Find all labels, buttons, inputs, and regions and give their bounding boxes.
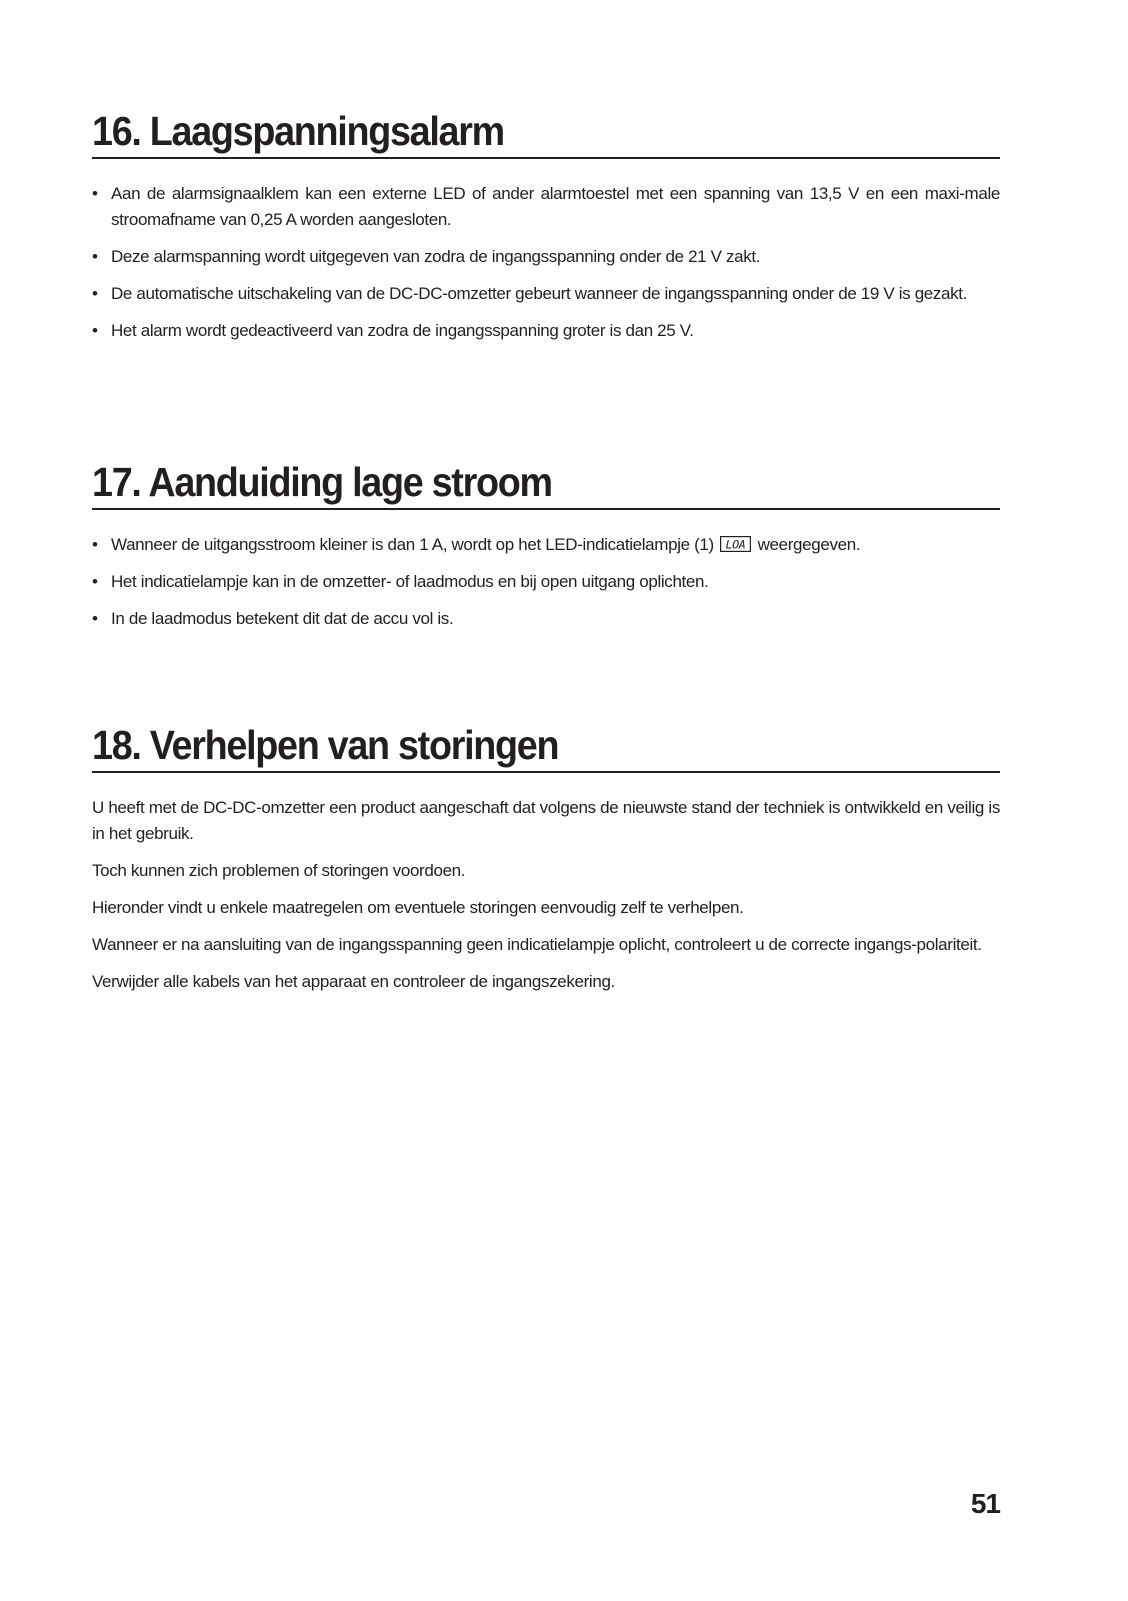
bullet-icon: • [92,247,98,266]
list-item [92,318,1000,344]
list-item-text: Wanneer de uitgangsstroom kleiner is dan 1 A, wordt op het LED-indicatielampje (1) [111,535,714,554]
section-17 [92,459,1000,643]
paragraph: Toch kunnen zich problemen of storingen voordoen. [92,861,466,880]
paragraph: U heeft met de DC-DC-omzetter een product aangeschaft dat volgens de nieuwste stand der techniek is ontwikkeld en veilig is in het gebruik. [92,798,1000,843]
paragraph: Hieronder vindt u enkele maatregelen om eventuele storingen eenvoudig zelf te verhelpen. [92,898,744,917]
section-title: 16. Laagspanningsalarm [92,108,1000,159]
list-item [92,532,1000,558]
bullet-icon: • [92,609,98,628]
section-title: 17. Aanduiding lage stroom [92,459,1000,510]
list-item-text: Aan de alarmsignaalklem kan een externe LED of ander alarmtoestel met een spanning van 13,5 V en een maxi-male stroomafname van 0,25 A worden aangesloten. [111,184,1000,229]
paragraph: Verwijder alle kabels van het apparaat en controleer de ingangszekering. [92,972,615,991]
list-item [92,181,1000,233]
bullet-list [92,181,1000,344]
lcd-loa-text: LOA [725,537,746,552]
list-item [92,606,1000,632]
list-item-text: Het indicatielampje kan in de omzetter- of laadmodus en bij open uitgang oplichten. [111,572,709,591]
list-item-text: Deze alarmspanning wordt uitgegeven van zodra de ingangsspanning onder de 21 V zakt. [111,247,761,266]
list-item-text: De automatische uitschakeling van de DC-DC-omzetter gebeurt wanneer de ingangsspanning onder de 19 V is gezakt. [111,284,968,303]
bullet-icon: • [92,321,98,340]
section-16 [92,108,1000,355]
bullet-icon: • [92,284,98,303]
list-item-text: In de laadmodus betekent dit dat de accu vol is. [111,609,454,628]
bullet-icon: • [92,535,98,554]
lcd-loa-icon [720,536,751,552]
list-item-text: weergegeven. [757,535,861,554]
bullet-list [92,532,1000,632]
bullet-icon: • [92,572,98,591]
section-18 [92,722,1000,1006]
list-item [92,569,1000,595]
bullet-icon: • [92,184,98,203]
section-title: 18. Verhelpen van storingen [92,722,1000,773]
list-item-text: Het alarm wordt gedeactiveerd van zodra de ingangsspanning groter is dan 25 V. [111,321,694,340]
list-item [92,244,1000,270]
page-number: 51 [970,1488,1000,1519]
paragraph: Wanneer er na aansluiting van de ingangsspanning geen indicatielampje oplicht, controleert u de correcte ingangs-polariteit. [92,935,982,954]
list-item [92,281,1000,307]
paragraph-group [92,795,1000,995]
